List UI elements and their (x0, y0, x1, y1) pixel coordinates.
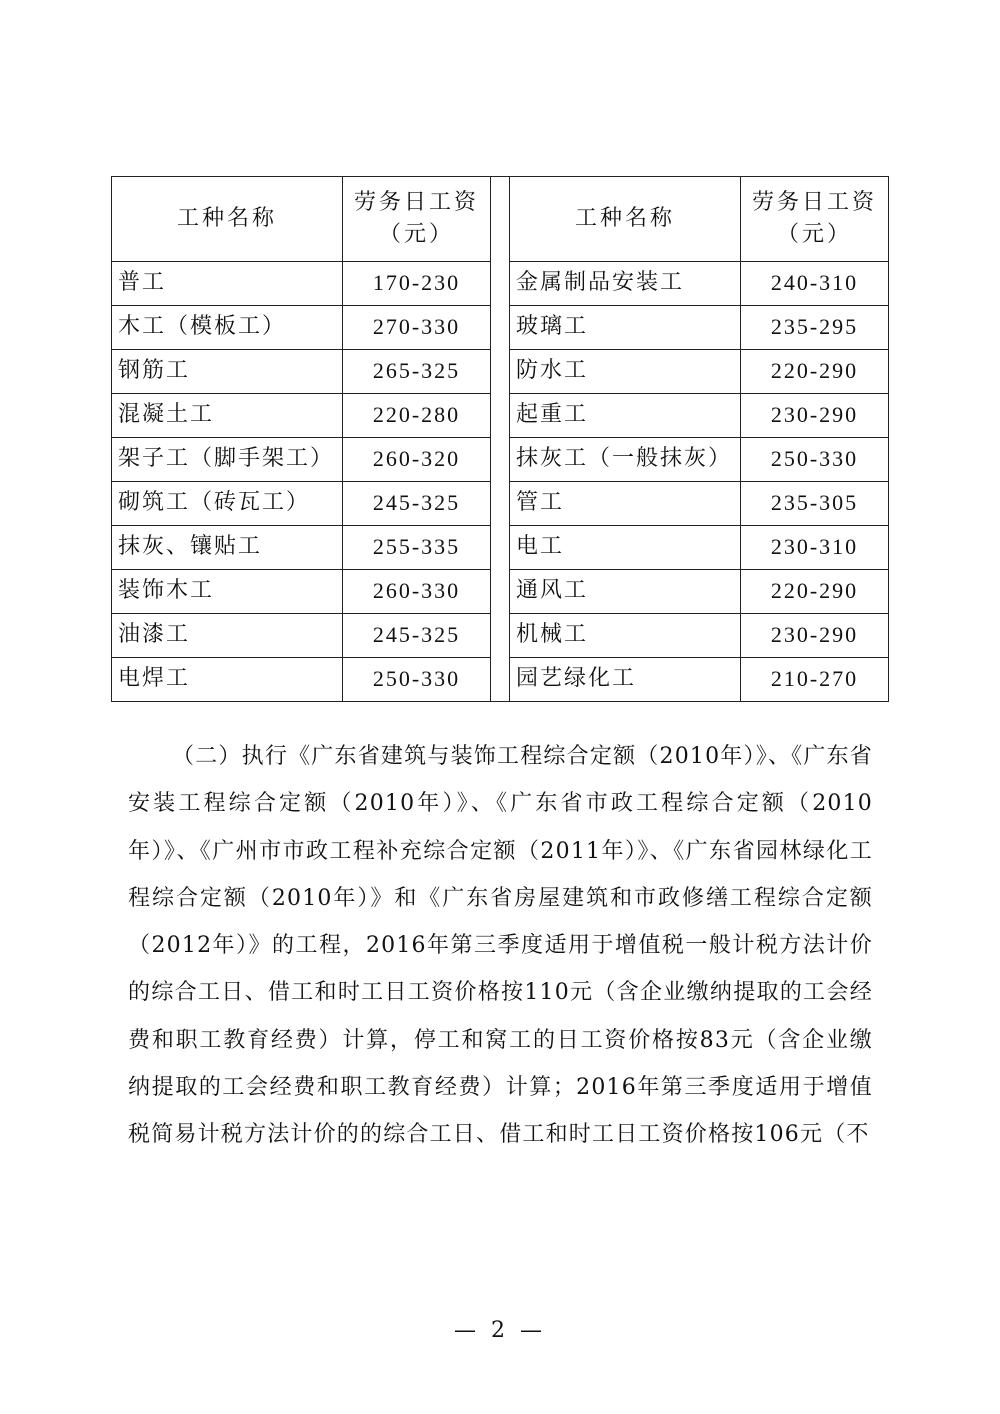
daily-wage: 270-330 (343, 306, 491, 350)
trade-name: 装饰木工 (112, 570, 343, 614)
daily-wage: 235-305 (741, 482, 889, 526)
table-row (112, 526, 889, 570)
daily-wage: 220-280 (343, 394, 491, 438)
table-gap (491, 658, 510, 702)
trade-name: 砌筑工（砖瓦工） (112, 482, 343, 526)
trade-name: 抹灰、镶贴工 (112, 526, 343, 570)
daily-wage: 260-330 (343, 570, 491, 614)
daily-wage: 255-335 (343, 526, 491, 570)
daily-wage: 265-325 (343, 350, 491, 394)
trade-name: 电焊工 (112, 658, 343, 702)
trade-name: 起重工 (510, 394, 741, 438)
labor-wage-table (111, 176, 889, 702)
daily-wage: 250-330 (343, 658, 491, 702)
table-gap (491, 614, 510, 658)
trade-name: 架子工（脚手架工） (112, 438, 343, 482)
daily-wage: 210-270 (741, 658, 889, 702)
table-gap (491, 482, 510, 526)
daily-wage: 250-330 (741, 438, 889, 482)
table-row (112, 262, 889, 306)
table-row (112, 394, 889, 438)
daily-wage: 245-325 (343, 614, 491, 658)
table-gap (491, 570, 510, 614)
daily-wage: 235-295 (741, 306, 889, 350)
trade-name: 电工 (510, 526, 741, 570)
daily-wage: 230-290 (741, 394, 889, 438)
daily-wage: 245-325 (343, 482, 491, 526)
body-paragraph: （二）执行《广东省建筑与装饰工程综合定额（2010年）》、《广东省安装工程综合定额（2010年）》、《广东省市政工程综合定额（2010年）》、《广州市市政工程补充综合定额（2011年）》、《广东省园林绿化工程综合定额（2010年）》和《广东省房屋建筑和市政修缮工程综合定额（2012年）》的工程，2016年第三季度适用于增值税一般计税方法计价的综合工日、借工和时工日工资价格按110元（含企业缴纳提取的工会经费和职工教育经费）计算，停工和窝工的日工资价格按83元（含企业缴纳提取的工会经费和职工教育经费）计算；2016年第三季度适用于增值税简易计税方法计价的的综合工日、借工和时工日工资价格按106元（不 (128, 744, 873, 1148)
daily-wage: 220-290 (741, 350, 889, 394)
trade-name: 金属制品安装工 (510, 262, 741, 306)
daily-wage: 260-320 (343, 438, 491, 482)
trade-name: 木工（模板工） (112, 306, 343, 350)
header-wage-label: 劳务日工资 (751, 190, 877, 216)
table-gap (491, 526, 510, 570)
trade-name: 混凝土工 (112, 394, 343, 438)
table-header-row (112, 177, 889, 262)
header-trade-name-right: 工种名称 (510, 177, 741, 262)
header-wage-label: 劳务日工资 (353, 190, 479, 216)
table-row (112, 614, 889, 658)
trade-name: 通风工 (510, 570, 741, 614)
table-row (112, 658, 889, 702)
table-gap (491, 350, 510, 394)
table-row (112, 350, 889, 394)
trade-name: 钢筋工 (112, 350, 343, 394)
table-row (112, 482, 889, 526)
header-daily-wage-left (343, 177, 491, 262)
header-wage-unit: （元） (378, 222, 454, 247)
trade-name: 普工 (112, 262, 343, 306)
daily-wage: 220-290 (741, 570, 889, 614)
table-row (112, 570, 889, 614)
header-wage-unit: （元） (776, 222, 852, 247)
table-row (112, 438, 889, 482)
table-gap (491, 394, 510, 438)
header-trade-name-left: 工种名称 (112, 177, 343, 262)
trade-name: 玻璃工 (510, 306, 741, 350)
table-gap (491, 438, 510, 482)
trade-name: 管工 (510, 482, 741, 526)
trade-name: 防水工 (510, 350, 741, 394)
daily-wage: 230-290 (741, 614, 889, 658)
header-daily-wage-right (741, 177, 889, 262)
table-gap (491, 177, 510, 262)
trade-name: 油漆工 (112, 614, 343, 658)
daily-wage: 240-310 (741, 262, 889, 306)
daily-wage: 170-230 (343, 262, 491, 306)
trade-name: 抹灰工（一般抹灰） (510, 438, 741, 482)
trade-name: 园艺绿化工 (510, 658, 741, 702)
table-gap (491, 262, 510, 306)
table-gap (491, 306, 510, 350)
trade-name: 机械工 (510, 614, 741, 658)
page-number: — 2 — (454, 1318, 546, 1343)
daily-wage: 230-310 (741, 526, 889, 570)
table-row (112, 306, 889, 350)
